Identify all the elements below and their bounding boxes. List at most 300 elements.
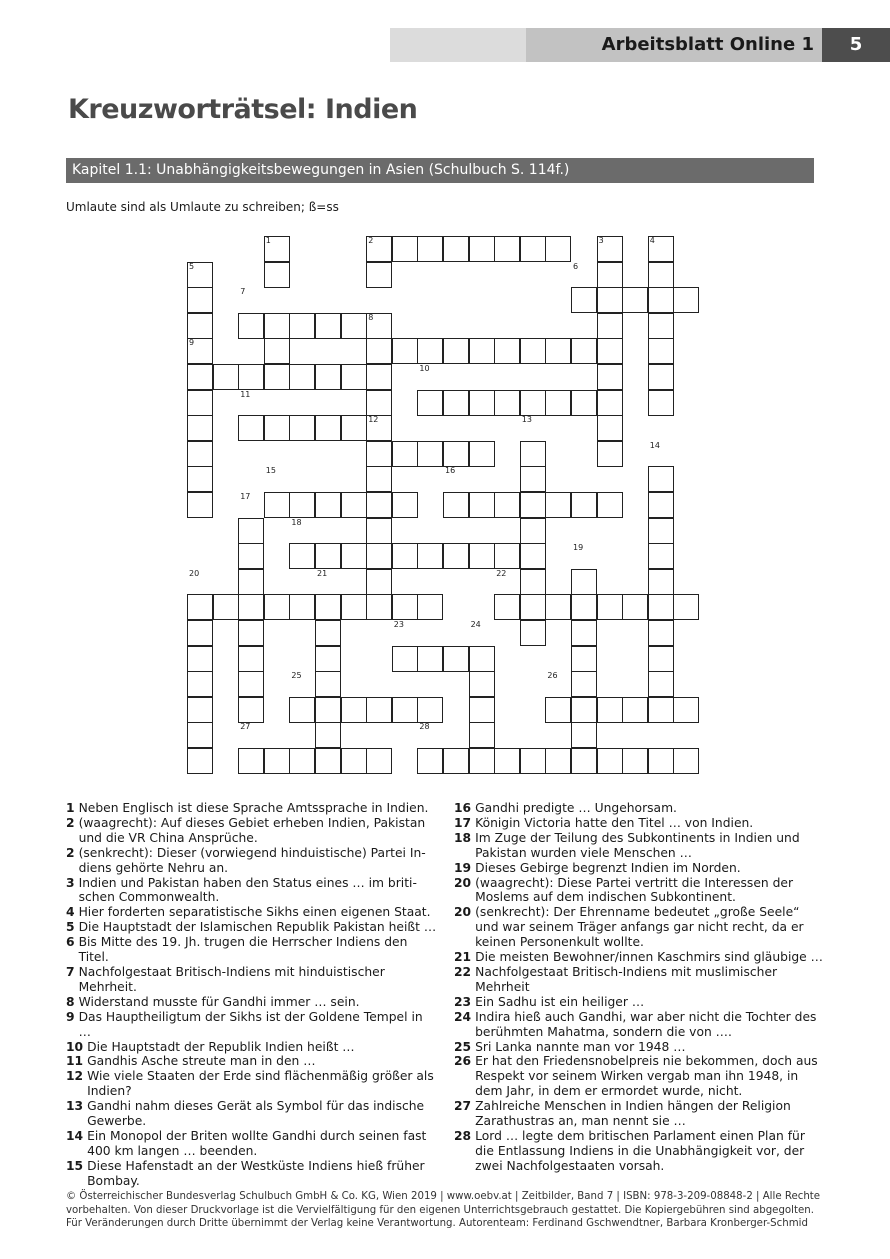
clue-text: Wie viele Staaten der Erde sind flächenmäßig größer als Indien? bbox=[87, 1069, 434, 1099]
clue-text: Lord … legte dem britischen Parlament einen Plan für die Entlassung Indiens in die Unabhängigkeit vor, der zwei Nachfolgestaaten vorsah. bbox=[475, 1128, 805, 1173]
crossword-cell[interactable] bbox=[366, 543, 392, 569]
crossword-cell[interactable] bbox=[264, 594, 290, 620]
clue-number: 5 bbox=[66, 920, 75, 935]
crossword-cell[interactable] bbox=[494, 594, 520, 620]
crossword-cell[interactable] bbox=[571, 390, 597, 416]
crossword-cell[interactable] bbox=[443, 236, 469, 262]
crossword-cell[interactable] bbox=[187, 492, 213, 518]
crossword-cell[interactable] bbox=[648, 697, 674, 723]
clue-item bbox=[66, 876, 438, 906]
clue-item bbox=[66, 1099, 438, 1129]
crossword-cell[interactable] bbox=[366, 441, 392, 467]
clue-text: Zahlreiche Menschen in Indien hängen der Religion Zarathustras an, man nennt sie … bbox=[475, 1099, 791, 1129]
crossword-cell[interactable] bbox=[238, 415, 264, 441]
clue-item bbox=[66, 965, 438, 995]
crossword-cell[interactable] bbox=[520, 620, 546, 646]
crossword-cell[interactable] bbox=[648, 543, 674, 569]
crossword-cell[interactable] bbox=[648, 646, 674, 672]
crossword-cell[interactable] bbox=[417, 594, 443, 620]
clue-text: (senkrecht): Der Ehrenname bedeutet „große Seele“ und war seinem Träger anfangs gar nicht recht, da er keinen Personenkult wollte. bbox=[475, 905, 804, 950]
crossword-cell[interactable] bbox=[520, 441, 546, 467]
crossword-cell[interactable] bbox=[315, 594, 341, 620]
clue-item bbox=[66, 920, 438, 935]
crossword-cell[interactable] bbox=[264, 492, 290, 518]
crossword-cell[interactable] bbox=[545, 338, 571, 364]
clue-item bbox=[454, 1040, 824, 1055]
clue-number: 20 bbox=[454, 905, 472, 920]
crossword-cell[interactable] bbox=[366, 466, 392, 492]
crossword-cell[interactable] bbox=[238, 697, 264, 723]
clue-number: 21 bbox=[454, 950, 472, 965]
clue-text: Das Hauptheiligtum der Sikhs ist der Goldene Tempel in … bbox=[78, 1009, 423, 1039]
crossword-cell[interactable] bbox=[469, 441, 495, 467]
crossword-cell[interactable] bbox=[443, 543, 469, 569]
clue-text: Er hat den Friedensnobelpreis nie bekommen, doch aus Respekt vor seinem Wirken vergab man ihn 1948, in dem Jahr, in dem er ermordet wurde, nicht. bbox=[475, 1054, 818, 1099]
clue-number-label: 19 bbox=[573, 543, 584, 553]
clue-number-label: 22 bbox=[496, 568, 507, 578]
clue-number-label: 21 bbox=[317, 568, 328, 578]
crossword-cell[interactable] bbox=[520, 338, 546, 364]
crossword-cell[interactable] bbox=[315, 646, 341, 672]
crossword-cell[interactable] bbox=[648, 466, 674, 492]
crossword-cell[interactable] bbox=[494, 338, 520, 364]
crossword-cell[interactable] bbox=[341, 492, 367, 518]
clue-item bbox=[66, 801, 438, 816]
crossword-cell[interactable] bbox=[648, 569, 674, 595]
clue-item bbox=[66, 1129, 438, 1159]
clue-number: 23 bbox=[454, 994, 472, 1009]
crossword-cell[interactable] bbox=[366, 364, 392, 390]
crossword-cell[interactable] bbox=[597, 415, 623, 441]
crossword-cell[interactable] bbox=[597, 441, 623, 467]
crossword-cell[interactable] bbox=[597, 492, 623, 518]
crossword-cell[interactable] bbox=[571, 569, 597, 595]
clue-number-label: 2 bbox=[368, 236, 374, 245]
crossword-cell[interactable] bbox=[392, 492, 418, 518]
crossword-cell[interactable] bbox=[341, 415, 367, 441]
clue-number: 27 bbox=[454, 1099, 472, 1114]
chapter-bar: Kapitel 1.1: Unabhängigkeitsbewegungen in Asien (Schulbuch S. 114f.) bbox=[66, 158, 814, 183]
clue-item bbox=[66, 816, 438, 846]
clue-item bbox=[66, 1040, 438, 1055]
clue-text: Widerstand musste für Gandhi immer … sein. bbox=[78, 994, 360, 1009]
crossword-cell[interactable] bbox=[187, 390, 213, 416]
crossword-cell[interactable] bbox=[494, 543, 520, 569]
clue-text: Neben Englisch ist diese Sprache Amtssprache in Indien. bbox=[78, 801, 429, 815]
crossword-cell[interactable] bbox=[597, 364, 623, 390]
crossword-cell[interactable] bbox=[571, 287, 597, 313]
clue-number: 2 bbox=[66, 815, 75, 830]
crossword-cell[interactable] bbox=[545, 697, 571, 723]
crossword-cell[interactable] bbox=[213, 594, 239, 620]
clue-text: Indien und Pakistan haben den Status eines … im britischen Commonwealth. bbox=[78, 875, 417, 905]
crossword-cell[interactable] bbox=[417, 236, 443, 262]
crossword-cell[interactable] bbox=[545, 594, 571, 620]
crossword-cell[interactable] bbox=[238, 543, 264, 569]
crossword-cell[interactable] bbox=[238, 569, 264, 595]
crossword-cell[interactable] bbox=[289, 492, 315, 518]
crossword-cell[interactable] bbox=[238, 364, 264, 390]
crossword-cell[interactable] bbox=[392, 697, 418, 723]
crossword-cell[interactable] bbox=[520, 492, 546, 518]
clue-number: 11 bbox=[66, 1054, 84, 1069]
crossword-cell[interactable] bbox=[187, 748, 213, 774]
clue-text: Gandhi nahm dieses Gerät als Symbol für das indische Gewerbe. bbox=[87, 1099, 425, 1129]
crossword-cell[interactable] bbox=[341, 697, 367, 723]
crossword-cell[interactable] bbox=[187, 415, 213, 441]
crossword-cell[interactable] bbox=[315, 697, 341, 723]
crossword-cell[interactable] bbox=[264, 415, 290, 441]
clue-text: Diese Hafenstadt an der Westküste Indiens hieß früher Bombay. bbox=[87, 1158, 425, 1188]
crossword-cell[interactable] bbox=[366, 390, 392, 416]
clue-number-label: 28 bbox=[419, 722, 430, 732]
crossword-cell[interactable] bbox=[622, 287, 648, 313]
clue-number-label: 20 bbox=[189, 568, 200, 578]
clue-number: 26 bbox=[454, 1054, 472, 1069]
clue-text: Die meisten Bewohner/innen Kaschmirs sind gläubige … bbox=[475, 950, 823, 965]
crossword-cell[interactable] bbox=[648, 287, 674, 313]
crossword-cell[interactable] bbox=[648, 518, 674, 544]
clue-number: 9 bbox=[66, 1009, 75, 1024]
crossword-cell[interactable] bbox=[264, 262, 290, 288]
clue-number: 22 bbox=[454, 964, 472, 979]
crossword-cell[interactable] bbox=[469, 748, 495, 774]
clue-number: 12 bbox=[66, 1069, 84, 1084]
instruction-note: Umlaute sind als Umlaute zu schreiben; ß=ss bbox=[66, 200, 339, 214]
crossword-cell[interactable] bbox=[520, 748, 546, 774]
clue-number: 25 bbox=[454, 1039, 472, 1054]
crossword-cell[interactable] bbox=[571, 594, 597, 620]
clue-item bbox=[454, 965, 824, 995]
clue-number: 7 bbox=[66, 964, 75, 979]
crossword-cell[interactable] bbox=[315, 671, 341, 697]
crossword-cell[interactable] bbox=[469, 697, 495, 723]
crossword-cell[interactable] bbox=[187, 364, 213, 390]
crossword-cell[interactable] bbox=[417, 697, 443, 723]
crossword-cell[interactable] bbox=[315, 415, 341, 441]
clue-text: Hier forderten separatistische Sikhs einen eigenen Staat. bbox=[78, 905, 431, 920]
clue-text: Bis Mitte des 19. Jh. trugen die Herrscher Indiens den Titel. bbox=[78, 935, 408, 965]
crossword-cell[interactable] bbox=[341, 364, 367, 390]
crossword-cell[interactable] bbox=[545, 236, 571, 262]
clue-number-label: 11 bbox=[240, 389, 251, 399]
crossword-cell[interactable] bbox=[238, 646, 264, 672]
crossword-cell[interactable] bbox=[238, 620, 264, 646]
crossword-cell[interactable] bbox=[673, 594, 699, 620]
clue-number: 17 bbox=[454, 815, 472, 830]
crossword-cell[interactable] bbox=[366, 569, 392, 595]
crossword-cell[interactable] bbox=[648, 313, 674, 339]
crossword-cell[interactable] bbox=[315, 313, 341, 339]
crossword-cell[interactable] bbox=[366, 697, 392, 723]
crossword-cell[interactable] bbox=[597, 390, 623, 416]
crossword-cell[interactable] bbox=[648, 594, 674, 620]
crossword-cell[interactable] bbox=[545, 748, 571, 774]
clue-number: 18 bbox=[454, 830, 472, 845]
crossword-cell[interactable] bbox=[187, 697, 213, 723]
clue-number-label: 15 bbox=[265, 466, 276, 476]
crossword-cell[interactable] bbox=[366, 338, 392, 364]
crossword-cell[interactable] bbox=[469, 671, 495, 697]
crossword-cell[interactable] bbox=[494, 748, 520, 774]
clue-number: 19 bbox=[454, 860, 472, 875]
crossword-cell[interactable] bbox=[417, 441, 443, 467]
crossword-cell[interactable] bbox=[571, 748, 597, 774]
crossword-cell[interactable] bbox=[648, 364, 674, 390]
crossword-cell[interactable] bbox=[392, 594, 418, 620]
clue-item bbox=[66, 1010, 438, 1040]
crossword-cell[interactable] bbox=[622, 748, 648, 774]
crossword-cell[interactable] bbox=[289, 594, 315, 620]
clue-number-label: 24 bbox=[470, 620, 481, 629]
crossword-cell[interactable] bbox=[264, 313, 290, 339]
crossword-cell[interactable] bbox=[494, 390, 520, 416]
crossword-cell[interactable] bbox=[366, 518, 392, 544]
clue-number-label: 12 bbox=[368, 415, 379, 425]
crossword-cell[interactable] bbox=[673, 748, 699, 774]
crossword-cell[interactable] bbox=[289, 748, 315, 774]
crossword-cell[interactable] bbox=[187, 594, 213, 620]
crossword-cell[interactable] bbox=[520, 543, 546, 569]
crossword-cell[interactable] bbox=[289, 364, 315, 390]
crossword-cell[interactable] bbox=[622, 594, 648, 620]
crossword-cell[interactable] bbox=[469, 543, 495, 569]
crossword-cell[interactable] bbox=[392, 236, 418, 262]
crossword-cell[interactable] bbox=[443, 441, 469, 467]
clue-item bbox=[454, 1099, 824, 1129]
crossword-cell[interactable] bbox=[392, 338, 418, 364]
clue-text: Nachfolgestaat Britisch-Indiens mit hinduistischer Mehrheit. bbox=[78, 964, 385, 994]
clue-item bbox=[454, 831, 824, 861]
clue-list-left bbox=[66, 801, 438, 1189]
clue-text: Königin Victoria hatte den Titel … von Indien. bbox=[475, 815, 754, 830]
crossword-cell[interactable] bbox=[392, 543, 418, 569]
clue-number: 13 bbox=[66, 1099, 84, 1114]
crossword-cell[interactable] bbox=[571, 722, 597, 748]
crossword-cell[interactable] bbox=[622, 697, 648, 723]
crossword-cell[interactable] bbox=[264, 338, 290, 364]
crossword-cell[interactable] bbox=[187, 466, 213, 492]
clue-item bbox=[454, 905, 824, 950]
crossword-cell[interactable] bbox=[648, 262, 674, 288]
crossword-cell[interactable] bbox=[315, 722, 341, 748]
crossword-cell[interactable] bbox=[366, 492, 392, 518]
page-number: 5 bbox=[822, 28, 890, 62]
crossword-cell[interactable] bbox=[597, 697, 623, 723]
clue-number-label: 13 bbox=[521, 415, 532, 425]
crossword-cell[interactable] bbox=[520, 569, 546, 595]
crossword-cell[interactable] bbox=[571, 620, 597, 646]
crossword-cell[interactable] bbox=[187, 646, 213, 672]
clue-text: Indira hieß auch Gandhi, war aber nicht die Tochter des berühmten Mahatma, sondern die von …. bbox=[475, 1009, 817, 1039]
crossword-cell[interactable] bbox=[673, 287, 699, 313]
crossword-cell[interactable] bbox=[443, 492, 469, 518]
clue-number: 20 bbox=[454, 875, 472, 890]
crossword-cell[interactable] bbox=[545, 390, 571, 416]
clue-number-label: 1 bbox=[265, 236, 271, 245]
crossword-cell[interactable] bbox=[494, 492, 520, 518]
crossword-cell[interactable] bbox=[366, 262, 392, 288]
clue-item bbox=[66, 1159, 438, 1189]
crossword-cell[interactable] bbox=[571, 697, 597, 723]
crossword-cell[interactable] bbox=[187, 441, 213, 467]
crossword-cell[interactable] bbox=[187, 671, 213, 697]
clue-number-label: 8 bbox=[368, 312, 374, 322]
clue-item bbox=[454, 950, 824, 965]
clue-number-label: 23 bbox=[393, 620, 404, 629]
clue-number: 10 bbox=[66, 1039, 84, 1054]
crossword-cell[interactable] bbox=[341, 543, 367, 569]
crossword-cell[interactable] bbox=[341, 313, 367, 339]
clue-item bbox=[454, 861, 824, 876]
clue-item bbox=[66, 905, 438, 920]
clue-number-label: 14 bbox=[649, 440, 660, 450]
crossword-cell[interactable] bbox=[443, 748, 469, 774]
clue-number-label: 16 bbox=[445, 466, 456, 476]
crossword-cell[interactable] bbox=[520, 236, 546, 262]
crossword-cell[interactable] bbox=[469, 236, 495, 262]
clue-number: 15 bbox=[66, 1158, 84, 1173]
clue-text: Ein Sadhu ist ein heiliger … bbox=[475, 994, 645, 1009]
crossword-cell[interactable] bbox=[648, 338, 674, 364]
crossword-cell[interactable] bbox=[187, 287, 213, 313]
clue-text: (waagrecht): Auf dieses Gebiet erheben Indien, Pakistan und die VR China Ansprüche. bbox=[78, 815, 426, 845]
crossword-cell[interactable] bbox=[392, 441, 418, 467]
clue-item bbox=[66, 1069, 438, 1099]
crossword-cell[interactable] bbox=[571, 492, 597, 518]
clue-text: Gandhis Asche streute man in den … bbox=[87, 1054, 316, 1069]
crossword-cell[interactable] bbox=[520, 390, 546, 416]
crossword-cell[interactable] bbox=[187, 620, 213, 646]
crossword-cell[interactable] bbox=[341, 748, 367, 774]
crossword-cell[interactable] bbox=[315, 364, 341, 390]
crossword-cell[interactable] bbox=[520, 594, 546, 620]
crossword-cell[interactable] bbox=[238, 518, 264, 544]
crossword-cell[interactable] bbox=[392, 646, 418, 672]
crossword-cell[interactable] bbox=[341, 594, 367, 620]
crossword-cell[interactable] bbox=[648, 671, 674, 697]
crossword-cell[interactable] bbox=[597, 338, 623, 364]
crossword-cell[interactable] bbox=[238, 748, 264, 774]
crossword-cell[interactable] bbox=[315, 620, 341, 646]
crossword-cell[interactable] bbox=[264, 364, 290, 390]
clue-number-label: 25 bbox=[291, 671, 302, 681]
clue-number-label: 6 bbox=[573, 261, 579, 271]
crossword-cell[interactable] bbox=[469, 722, 495, 748]
clue-number: 28 bbox=[454, 1128, 472, 1143]
crossword-cell[interactable] bbox=[417, 338, 443, 364]
crossword-cell[interactable] bbox=[597, 748, 623, 774]
clue-item bbox=[66, 846, 438, 876]
clue-number-label: 7 bbox=[240, 287, 246, 297]
copyright-footer: © Österreichischer Bundesverlag Schulbuch GmbH & Co. KG, Wien 2019 | www.oebv.at | Zeitbilder, Band 7 | ISBN: 978-3-209-08848-2 | Alle Rechte vorbehalten. Von dieser Druckvorlage ist die Vervielfältigung für den eigenen Unterrichtsgebrauch gestattet. Die Kopiergebühren sind abgegolten. Für Veränderungen durch Dritte übernimmt der Verlag keine Verantwortung. Autorenteam: Ferdinand Gschwendtner, Barbara Kronberger-Schmid bbox=[66, 1191, 821, 1229]
clue-number-label: 17 bbox=[240, 492, 251, 501]
crossword-cell[interactable] bbox=[469, 390, 495, 416]
crossword-cell[interactable] bbox=[520, 466, 546, 492]
clue-item bbox=[454, 801, 824, 816]
clue-number: 4 bbox=[66, 905, 75, 920]
crossword-cell[interactable] bbox=[238, 671, 264, 697]
crossword-cell[interactable] bbox=[238, 594, 264, 620]
crossword-cell[interactable] bbox=[648, 748, 674, 774]
clue-text: Dieses Gebirge begrenzt Indien im Norden. bbox=[475, 860, 741, 875]
clue-item bbox=[454, 816, 824, 831]
crossword-cell[interactable] bbox=[315, 543, 341, 569]
clue-text: Gandhi predigte … Ungehorsam. bbox=[475, 801, 677, 815]
crossword-cell[interactable] bbox=[469, 492, 495, 518]
clue-item bbox=[454, 1010, 824, 1040]
crossword-cell[interactable] bbox=[443, 646, 469, 672]
clue-text: (senkrecht): Dieser (vorwiegend hinduistische) Partei Indiens gehörte Nehru an. bbox=[78, 845, 426, 875]
crossword-cell[interactable] bbox=[289, 313, 315, 339]
clue-number-label: 3 bbox=[598, 236, 604, 245]
crossword-cell[interactable] bbox=[443, 338, 469, 364]
crossword-cell[interactable] bbox=[597, 594, 623, 620]
crossword-cell[interactable] bbox=[494, 236, 520, 262]
crossword-cell[interactable] bbox=[571, 646, 597, 672]
crossword-cell[interactable] bbox=[597, 262, 623, 288]
crossword-cell[interactable] bbox=[520, 518, 546, 544]
crossword-cell[interactable] bbox=[673, 697, 699, 723]
clue-text: (waagrecht): Diese Partei vertritt die Interessen der Moslems auf dem indischen Subkontinent. bbox=[475, 875, 794, 905]
crossword-cell[interactable] bbox=[238, 313, 264, 339]
crossword-cell[interactable] bbox=[366, 748, 392, 774]
clue-number-label: 10 bbox=[419, 364, 430, 373]
crossword-cell[interactable] bbox=[571, 338, 597, 364]
crossword-cell[interactable] bbox=[366, 594, 392, 620]
crossword-cell[interactable] bbox=[417, 390, 443, 416]
crossword-cell[interactable] bbox=[648, 492, 674, 518]
clue-number-label: 27 bbox=[240, 722, 251, 732]
crossword-cell[interactable] bbox=[417, 646, 443, 672]
crossword-cell[interactable] bbox=[597, 313, 623, 339]
crossword-cell[interactable] bbox=[469, 646, 495, 672]
clue-number: 24 bbox=[454, 1009, 472, 1024]
crossword-cell[interactable] bbox=[597, 287, 623, 313]
crossword-cell[interactable] bbox=[443, 390, 469, 416]
clue-text: Ein Monopol der Briten wollte Gandhi durch seinen fast 400 km langen … beenden. bbox=[87, 1128, 427, 1158]
crossword-cell[interactable] bbox=[213, 364, 239, 390]
crossword-cell[interactable] bbox=[648, 620, 674, 646]
clue-number-label: 5 bbox=[189, 261, 195, 271]
crossword-cell[interactable] bbox=[417, 543, 443, 569]
clue-number: 6 bbox=[66, 935, 75, 950]
crossword-cell[interactable] bbox=[187, 313, 213, 339]
crossword-cell[interactable] bbox=[289, 415, 315, 441]
crossword-cell[interactable] bbox=[315, 748, 341, 774]
clue-text: Die Hauptstadt der Republik Indien heißt … bbox=[87, 1039, 355, 1054]
clue-item bbox=[454, 876, 824, 906]
crossword-cell[interactable] bbox=[289, 543, 315, 569]
crossword-cell[interactable] bbox=[571, 671, 597, 697]
crossword-cell[interactable] bbox=[315, 492, 341, 518]
clue-item bbox=[454, 995, 824, 1010]
clue-number: 1 bbox=[66, 801, 75, 815]
clue-text: Im Zuge der Teilung des Subkontinents in Indien und Pakistan wurden viele Menschen … bbox=[475, 830, 800, 860]
clue-number-label: 26 bbox=[547, 671, 558, 681]
crossword-cell[interactable] bbox=[264, 748, 290, 774]
crossword-cell[interactable] bbox=[187, 722, 213, 748]
clue-text: Nachfolgestaat Britisch-Indiens mit muslimischer Mehrheit bbox=[475, 964, 778, 994]
crossword-cell[interactable] bbox=[289, 697, 315, 723]
clue-text: Sri Lanka nannte man vor 1948 … bbox=[475, 1039, 686, 1054]
crossword-cell[interactable] bbox=[648, 390, 674, 416]
crossword-cell[interactable] bbox=[545, 492, 571, 518]
clue-list-right bbox=[454, 801, 824, 1174]
crossword-cell[interactable] bbox=[417, 748, 443, 774]
clue-number: 14 bbox=[66, 1128, 84, 1143]
crossword-cell[interactable] bbox=[469, 338, 495, 364]
